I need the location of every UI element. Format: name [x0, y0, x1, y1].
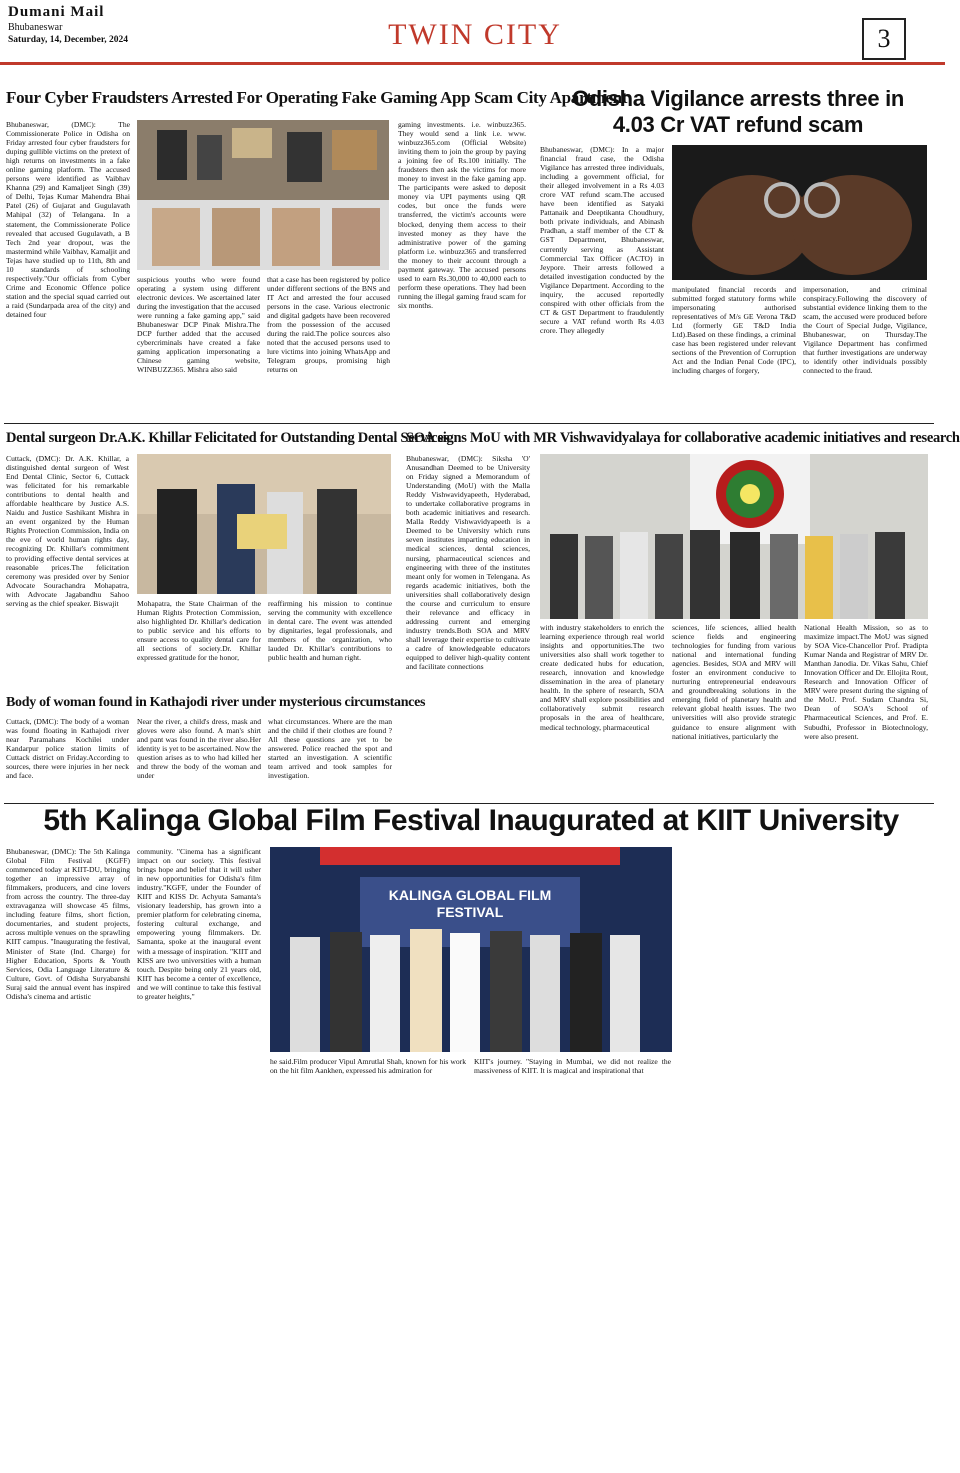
- article-column: Cuttack, (DMC): The body of a woman was found floating in Kathajodi river near Paramahans Kochilei under Kandarpur police station limits of Cuttack district on Friday.According to sources, there were injuries in her neck and face.: [6, 717, 129, 781]
- article-column: manipulated financial records and submitted forged statutory forms while impersonating authorised representatives of M/s GE Verona T&D Ltd (formerly GE T&D India Ltd).Based on these findings, a criminal case has been registered under relevant sections of the Prevention of Corruption Act and the Indian Penal Code (IPC), including charges of forgery,: [672, 285, 796, 376]
- headline: 5th Kalinga Global Film Festival Inaugurated at KIIT University: [43, 804, 899, 837]
- article-column: what circumstances. Where are the man and the child if their clothes are found ? All these questions are yet to be answered. Police reached the spot and started an investigation. A scientific team arrived and took samples for investigation.: [268, 717, 392, 781]
- felicitation-photo: [137, 454, 391, 594]
- headline: SOA signs MoU with MR Vishwavidyalaya for collaborative academic initiatives and research: [406, 430, 960, 446]
- seized-gadgets-photo: [137, 120, 389, 270]
- headline: Dental surgeon Dr.A.K. Khillar Felicitated for Outstanding Dental Services: [6, 430, 449, 446]
- article-column: Cuttack, (DMC): Dr. A.K. Khillar, a distinguished dental surgeon of West End Dental Clinic, Sector 6, Cuttack was felicitated for his remarkable contributions to dental health and affordable healthcare by Justice A.S. Naidu and Justice Sashikant Mishra in an event organized by the Human Rights Protection Commission, India on the eve of world human rights day, recognizing Dr. Khillar's commitment to providing effective dental services at reasonable prices.The felicitation ceremony was presided over by Senior Advocate Sourachandra Mohapatra, with Advocate Jagabandhu Sahoo serving as the chief speaker. Biswajit: [6, 454, 129, 608]
- article-column: Near the river, a child's dress, mask and gloves were also found. A man's shirt and pant was found in the river also.Her identity is yet to be ascertained. Now the question arises as to who had killed her and threw the body of the woman and under: [137, 717, 261, 781]
- paper-name: Dumani Mail: [8, 4, 105, 20]
- article-column: community. "Cinema has a significant impact on our society. This festival brings hope and belief that it will usher in new opportunities for Odisha's film industry."KGFF, under the Founder of KIIT and KISS Dr. Achyuta Samanta's visionary leadership, has grown into a premier platform for celebrating cinema, fostering cultural exchange, and empowering young filmmakers. Dr. Samanta, spoke at the inaugural event with a message of inspiration. "KIIT and KISS are two universities with a human touch. Despite being only 21 years old, KIIT has become a center of excellence, and we will continue to take this festival to greater heights,": [137, 847, 261, 1001]
- film-festival-photo: [270, 847, 672, 1052]
- article-column: National Health Mission, so as to maximize impact.The MoU was signed by SOA Vice-Chancellor Prof. Pradipta Kumar Nanda and Registrar of MRV Dr. Manthan Janodia. Dr. Vikas Sahu, Chief Innovation Officer and Dr. Ellojita Rout, Research and Innovation Officer of MRV were present during the signing of the MoU. Prof. Sudam Chandra Si, Dean of SOA's School of Pharmaceutical Sciences, and Prof. E. Subudhi, Professor in Biotechnology, were also present.: [804, 623, 928, 741]
- article-column: that a case has been registered by police under different sections of the BNS and IT Act and arrested the four accused persons in the case. Various electronic and digital gadgets have been recovered from the possession of the accused during the raid.The police sources also noted that the accused persons used to lure victims into joining WhatsApp and Telegram groups, promising high returns on: [267, 275, 390, 375]
- article-column: Bhubaneswar, (DMC): The 5th Kalinga Global Film Festival (KGFF) commenced today at KIIT-DU, bringing together an impressive array of filmmakers, producers, and cine lovers from across the country. The three-day extravaganza will showcase 45 films, including feature films, short fiction, documentaries, and student projects, across multiple venues on the sprawling KIIT campus. "Inaugurating the festival, Minister of State (Ind. Charge) for Higher Education, Sports & Youth Services, Odia Language Literature & Culture, Govt. of Odisha Suryabanshi Suraj said the annual event has inspired Odisha's cinema and artistic: [6, 847, 130, 1001]
- article-column: Mohapatra, the State Chairman of the Human Rights Protection Commission, also highlighted Dr. Khillar's dedication to public service and his efforts to ensure access to quality dental care for all sections of society.Dr. Khillar expressed gratitude for the honor,: [137, 599, 261, 663]
- article-column: with industry stakeholders to enrich the learning experience through real world insights and opportunities.The two universities also shall work together to create dedicated hubs for education, research, innovation and knowledge dissemination in the area of planetary health. In the sphere of research, SOA and MRV shall explore possibilities and collaboratively submit research proposals in the area of healthcare, medical technology, pharmaceutical: [540, 623, 664, 732]
- headline: 4.03 Cr VAT refund scam: [612, 112, 864, 137]
- handcuffs-photo: [672, 145, 927, 280]
- article-column: impersonation, and criminal conspiracy.Following the discovery of substantial evidence linking them to the scam, the accused were produced before the Court of Special Judge, Vigilance, Bhubaneswar, on Thursday.The Vigilance Department has confirmed that further investigations are underway to identify other individuals possibly connected to the fraud.: [803, 285, 927, 376]
- article-column: Bhubaneswar, (DMC): The Commissionerate Police in Odisha on Friday arrested four cyber fraudsters for duping gullible victims on the pretext of high returns on investments in a fake online gaming platform. The accused persons were identified as Vaibhav Khanna (29) and Kamaljeet Singh (39) of Delhi, Tejas Kumar Mahendra Bhai Patel (26) of Gujarat and Gugulavath Mahipal (32) of Telangana. In a statement, the Commissionerate Police revealed that accused Gugulavath, a B Tech 2nd year dropout, was the mastermind while Vaibhav, Kamaljit and Tejas have studied up to 11th, 8th and 10 standards of schooling respectively."Our officials from Cyber Crime and Economic Offence police station and the special squad carried out a raid (Sundarpada area of the city) and detained four: [6, 120, 131, 319]
- issue-date: Saturday, 14, December, 2024: [8, 35, 128, 45]
- headline: Odisha Vigilance arrests three in: [571, 86, 905, 111]
- headline: Four Cyber Fraudsters Arrested For Operating Fake Gaming App Scam City Apartment: [6, 88, 628, 107]
- headline: Body of woman found in Kathajodi river under mysterious circumstances: [6, 695, 426, 710]
- article-column: suspicious youths who were found operating a system using different electronic devices. We ascertained later during the investigation that the accused were running a fake gaming app," said Bhubaneswar DCP Pinak Mishra.The DCP further added that the accused cybercriminals have created a fake gaming application impersonating a Chinese gaming website, WINBUZZ365. Mishra also said: [137, 275, 260, 375]
- article-column: reaffirming his mission to continue serving the community with excellence in dental care. The event was attended by dignitaries, legal professionals, and members of the organization, who lauded Dr. Khillar's contributions to public health and human right.: [268, 599, 392, 663]
- paper-city: Bhubaneswar: [8, 22, 63, 33]
- article-column: Bhubaneswar, (DMC): In a major financial fraud case, the Odisha Vigilance has arrested three individuals, including a government official, for their alleged involvement in a Rs 4.03 crore VAT refund scam.The accused have been identified as Satyaki Pattanaik and Deeptikanta Choudhury, both private individuals, and Abinash Pradhan, a staff member of the CT & GST Department, Bhubaneswar, currently serving as Assistant Commercial Tax Officer (ACTO) in Jeypore. Their arrests followed a detailed investigation conducted by the Vigilance Department. According to the inquiry, the accused reportedly conspired with other officials from the CT & GST Department to fraudulently secure a VAT refund worth Rs 4.03 crore. They allegedly: [540, 145, 664, 335]
- article-column: sciences, life sciences, allied health science fields and engineering technologies for funding from various national and international funding agencies. Besides, SOA and MRV will foster an environment conducive to nurturing entrepreneurial endeavours and groundbreaking solutions in the emerging field of planetary health and relevant global health issues. The two universities will also provide strategic guidance to ensure alignment with national initiatives, particularly the: [672, 623, 796, 741]
- festival-banner-text: KALINGA GLOBAL FILM FESTIVAL: [388, 887, 552, 920]
- page-number: 3: [862, 18, 906, 60]
- section-title: TWIN CITY: [388, 18, 562, 51]
- divider: [4, 423, 934, 424]
- article-column: Bhubaneswar, (DMC): Siksha 'O' Anusandhan Deemed to be University on Friday signed a Memorandum of Understanding (MoU) with the Malla Reddy Vishwavidyapeeth, Hyderabad, to undertake collaborative programs in both academic initiatives and research. Malla Reddy Vishwavidyapeeth is a Deemed to be University which runs seven institutes imparting education in medical sciences, dental sciences, nursing, pharmaceutical sciences and engineering with three of the institutes meant only for women in Telengana. As regards academic initiatives, both the universities shall collaboratively design the course and curriculum to ensure their relevance and efficacy in addressing current and emerging industry trends.Both SOA and MRV shall leverage their expertise to cultivate a cadre of knowledgeable educators equipped to deliver high-quality content and facilitate connections: [406, 454, 530, 672]
- article-column: he said.Film producer Vipul Amrutlal Shah, known for his work on the hit film Aankhen, expressed his admiration for: [270, 1057, 466, 1076]
- article-column: KIIT's journey. "Staying in Mumbai, we did not realize the massiveness of KIIT. It is magical and inspirational that: [474, 1057, 671, 1076]
- article-column: gaming investments. i.e. winbuzz365. They would send a link i.e. www. winbuzz365.com (Official Website) inviting them to join the group by paying a joining fee of Rs.100 initially. The fraudsters then ask the victims for more money to invest in the fake gaming app. The participants were asked to deposit money via UPI payments using QR codes, but once the funds were transferred, the victim's accounts were blocked, denying them access to their invested money as they have the administrative power of the gaming platform i.e. winbuzz365 and transferred the money to their account through a payment gateway. The accused persons used to earn Rs.30,000 to 40,000 each to perform these operations. They had been running the illegal gaming fraud scam for six months.: [398, 120, 526, 310]
- masthead-rule: [0, 62, 945, 65]
- mou-signing-photo: [540, 454, 928, 619]
